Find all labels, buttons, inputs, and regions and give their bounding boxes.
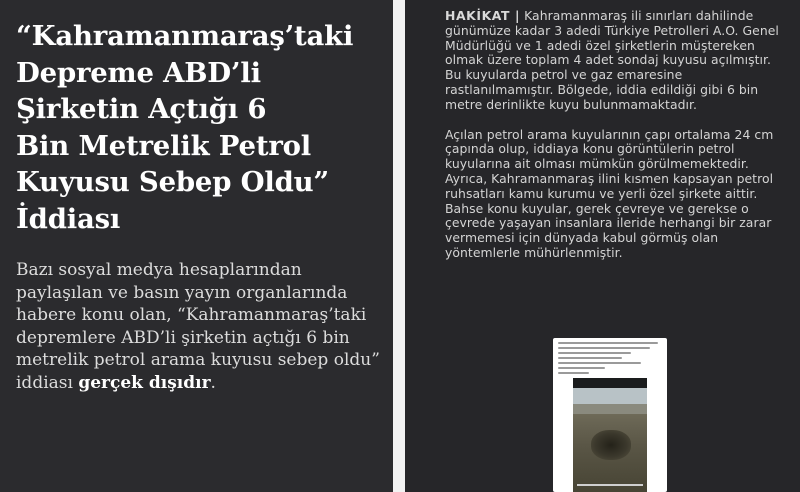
summary-end: . — [210, 372, 216, 393]
claim-headline — [16, 18, 393, 237]
post-text-lines — [553, 338, 667, 374]
fact-paragraph-1 — [445, 9, 786, 113]
headline-line: Depreme ABD’li — [16, 56, 261, 89]
panel-divider — [393, 0, 405, 492]
headline-line: Şirketin Açtığı 6 — [16, 93, 267, 125]
summary-text: Bazı sosyal medya hesaplarından paylaşılan ve basın yayın organlarında habere konu olan, “Kahramanmaraş’taki depremlere ABD’li şirketin açtığı 6 bin metrelik petrol arama kuyusu sebep oldu” iddiası — [16, 260, 380, 393]
paragraph-1-text: Kahramanmaraş ili sınırları dahilinde günümüze kadar 3 adedi Türkiye Petrolleri A.O. Genel Müdürlüğü ve 1 adedi özel şirketlerin müştereken olmak üzere toplam 4 adet sondaj kuyusu açılmıştır. Bu kuyularda petrol ve gaz emaresine rastlanılmamıştır. Bölgede, iddia edildiği gibi 6 bin metre derinlikte kuyu bulunmamaktadır. — [445, 8, 779, 112]
fact-paragraph-2: Açılan petrol arama kuyularının çapı ortalama 24 cm çapında olup, iddiaya konu görüntülerin petrol kuyularına ait olması mümkün görülmemektedir. Ayrıca, Kahramanmaraş ilini kısmen kapsayan petrol ruhsatları kamu kurumu ve yerli özel şirkete aittir. Bahse konu kuyular, gerek çevreye ve gerekse o çevrede yaşayan insanlara ileride herhangi bir zarar vermemesi için dünyada kabul görmüş olan yöntemlerle mühürlenmiştir. — [445, 126, 774, 260]
post-video-thumbnail — [573, 378, 647, 492]
claim-summary — [16, 259, 393, 394]
brand-label: HAKİKAT | — [445, 8, 521, 23]
social-post-screenshot — [553, 338, 667, 492]
verdict-text: gerçek dışıdır — [78, 372, 211, 393]
claim-panel — [0, 0, 393, 492]
headline-line: Bin Metrelik Petrol — [16, 129, 312, 162]
headline-line: Kuyusu Sebep Oldu” — [16, 166, 330, 198]
fact-panel — [405, 0, 800, 492]
headline-line: “Kahramanmaraş’taki — [16, 20, 354, 52]
well-pit-image — [591, 430, 631, 460]
video-progress-bar — [577, 484, 643, 486]
headline-line: İddiası — [16, 202, 121, 235]
